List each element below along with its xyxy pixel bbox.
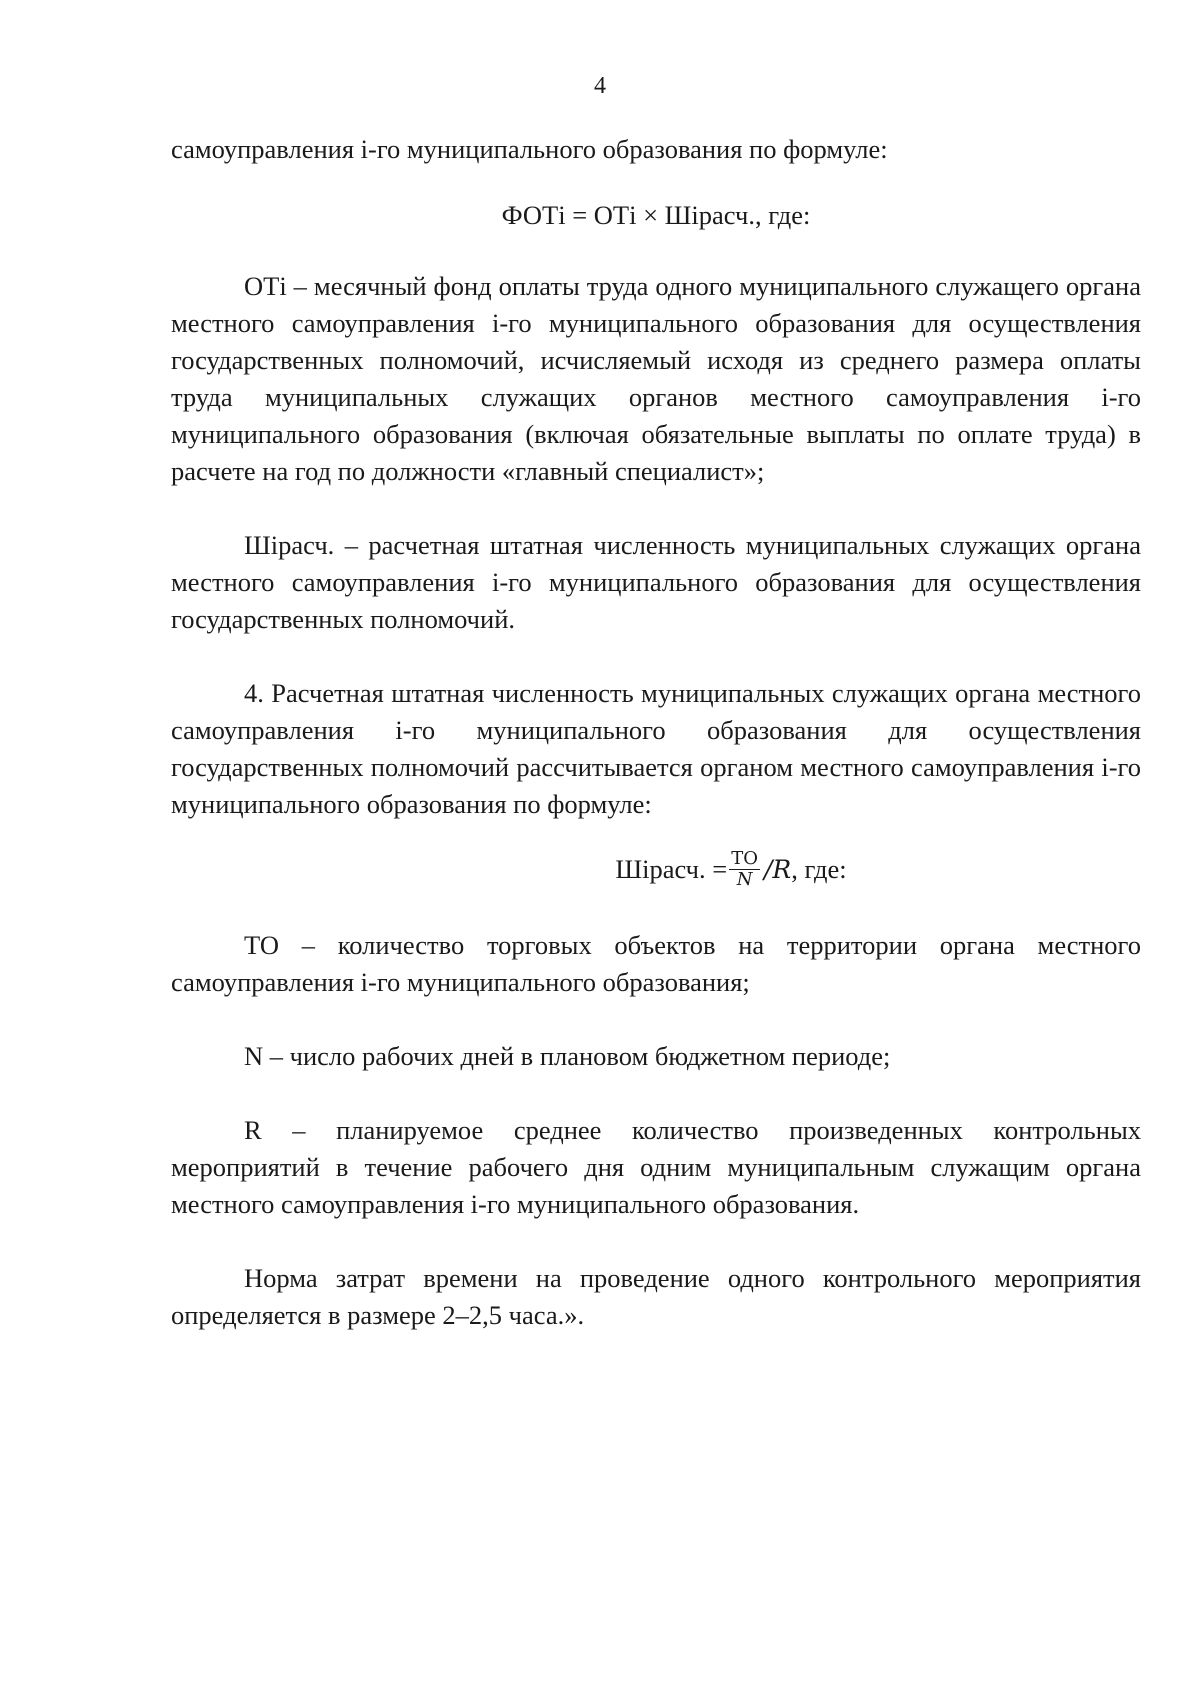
paragraph-to-definition: ТО – количество торговых объектов на территории органа местного самоуправления i-го муниципального образования; — [171, 930, 1141, 998]
paragraph-r-definition: R – планируемое среднее количество произведенных контрольных мероприятий в течение рабочего дня одним муниципальным служащим органа местного самоуправления i-го муниципального образования. — [171, 1115, 1141, 1220]
paragraph-intro: самоуправления i-го муниципального образования по формуле: — [171, 134, 888, 164]
formula-suffix: , где: — [791, 854, 847, 884]
paragraph-item-4: 4. Расчетная штатная численность муниципальных служащих органа местного самоуправления i-го муниципального образования для осуществления государственных полномочий рассчитывается органом местного самоуправления i-го муниципального образования по формуле: — [171, 678, 1141, 819]
fraction-numerator: ТО — [731, 848, 758, 870]
formula-fot: ФОТi = ОТi × Шiрасч., где: — [501, 200, 811, 230]
paragraph-shtat-definition: Шiрасч. – расчетная штатная численность муниципальных служащих органа местного самоуправления i-го муниципального образования для осуществления государственных полномочий. — [171, 530, 1141, 634]
formula-lhs: Шiрасч. = — [615, 854, 728, 884]
paragraph-ot-definition: ОТi – месячный фонд оплаты труда одного муниципального служащего органа местного самоуправления i-го муниципального образования для осуществления государственных полномочий, исчисляемый исходя из среднего размера оплаты труда муниципальных служащих органов местного самоуправления i-го муниципального образования (включая обязательные выплаты по оплате труда) в расчете на год по должности «главный специалист»; — [171, 271, 1141, 486]
formula-divisor: /R — [763, 855, 792, 884]
paragraph-time-norm: Норма затрат времени на проведение одного контрольного мероприятия определяется в размере 2–2,5 часа.». — [171, 1263, 1141, 1331]
fraction-denominator: N — [736, 869, 753, 891]
formula-shtat — [171, 848, 1141, 892]
fraction — [729, 849, 760, 890]
paragraph-n-definition: N – число рабочих дней в плановом бюджетном периоде; — [244, 1041, 891, 1072]
page-number: 4 — [594, 73, 606, 99]
document-body — [171, 131, 1141, 1334]
